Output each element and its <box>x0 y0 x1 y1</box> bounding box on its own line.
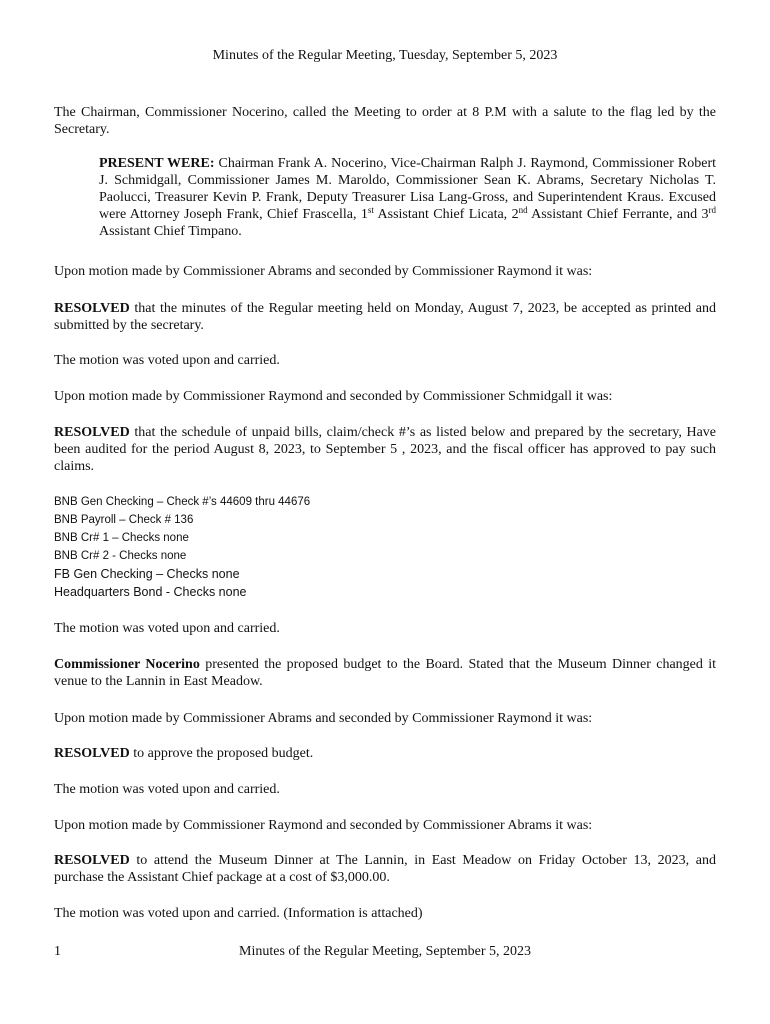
ordinal-1st: st <box>367 205 374 215</box>
carried-3: The motion was voted upon and carried. <box>54 782 280 797</box>
page-number: 1 <box>54 944 61 959</box>
commissioner-label: Commissioner Nocerino <box>54 657 200 672</box>
motion-2: Upon motion made by Commissioner Raymond and seconded by Commissioner Schmidgall it was: <box>54 389 613 404</box>
attendance-text-a: Chairman Frank A. Nocerino, Vice-Chairman Ralph J. Raymond, Commissioner Robert J. Schmidgall, Commissioner James M. Maroldo, Commissioner Sean K. Abrams, Secretary Nicholas T. Paolucci, Treasurer Kevin P. Frank, Deputy Treasurer Lisa Lang-Gross, and Superintendent Kraus. Excused were Attorney Joseph Frank, Chief Frascella, 1 <box>99 156 717 222</box>
checks-list-item: BNB Payroll – Check # 136 <box>54 514 194 526</box>
carried-1: The motion was voted upon and carried. <box>54 353 280 368</box>
resolution-1 <box>54 300 716 334</box>
checks-list-item: BNB Cr# 2 - Checks none <box>54 550 187 562</box>
attendance-text-d: Assistant Chief Timpano. <box>99 224 242 239</box>
carried-4: The motion was voted upon and carried. (Information is attached) <box>54 906 423 921</box>
resolution-4-text: to attend the Museum Dinner at The Lannin, in East Meadow on Friday October 13, 2023, and purchase the Assistant Chief package at a cost of $3,000.00. <box>54 853 716 885</box>
footer-title: Minutes of the Regular Meeting, September 5, 2023 <box>239 944 531 959</box>
ordinal-2nd: nd <box>518 205 528 215</box>
checks-list <box>54 493 310 601</box>
present-label: PRESENT WERE: <box>99 156 215 171</box>
motion-1: Upon motion made by Commissioner Abrams and seconded by Commissioner Raymond it was: <box>54 264 593 279</box>
checks-list-item: Headquarters Bond - Checks none <box>54 585 247 599</box>
opening-paragraph: The Chairman, Commissioner Nocerino, called the Meeting to order at 8 P.M with a salute to the flag led by the Secretary. <box>54 105 716 137</box>
resolved-label: RESOLVED <box>54 301 130 316</box>
resolved-label: RESOLVED <box>54 425 130 440</box>
resolution-1-text: that the minutes of the Regular meeting held on Monday, August 7, 2023, be accepted as printed and submitted by the secretary. <box>54 301 716 333</box>
carried-2: The motion was voted upon and carried. <box>54 621 280 636</box>
attendance-text-b: Assistant Chief Licata, 2 <box>373 207 519 222</box>
checks-list-item: FB Gen Checking – Checks none <box>54 567 240 581</box>
checks-list-item: BNB Gen Checking – Check #’s 44609 thru 44676 <box>54 496 311 508</box>
resolution-3-text: to approve the proposed budget. <box>129 746 314 761</box>
resolved-label: RESOLVED <box>54 853 130 868</box>
motion-3: Upon motion made by Commissioner Abrams and seconded by Commissioner Raymond it was: <box>54 711 593 726</box>
resolution-3 <box>54 745 716 762</box>
checks-list-item: BNB Cr# 1 – Checks none <box>54 532 189 544</box>
motion-4: Upon motion made by Commissioner Raymond and seconded by Commissioner Abrams it was: <box>54 818 593 833</box>
resolution-4 <box>54 852 716 886</box>
attendance-paragraph <box>99 155 716 240</box>
resolution-2-text: that the schedule of unpaid bills, claim/check #’s as listed below and prepared by the secretary, Have been audited for the period August 8, 2023, to September 5 , 2023, and the fiscal officer has approved to pay such claims. <box>54 425 716 474</box>
budget-paragraph <box>54 656 716 690</box>
ordinal-3rd: rd <box>708 205 716 215</box>
resolution-2 <box>54 424 716 475</box>
resolved-label: RESOLVED <box>54 746 130 761</box>
budget-text: presented the proposed budget to the Board. Stated that the Museum Dinner changed it venue to the Lannin in East Meadow. <box>54 657 716 689</box>
page-header: Minutes of the Regular Meeting, Tuesday, September 5, 2023 <box>212 48 558 63</box>
attendance-text-c: Assistant Chief Ferrante, and 3 <box>527 207 709 222</box>
